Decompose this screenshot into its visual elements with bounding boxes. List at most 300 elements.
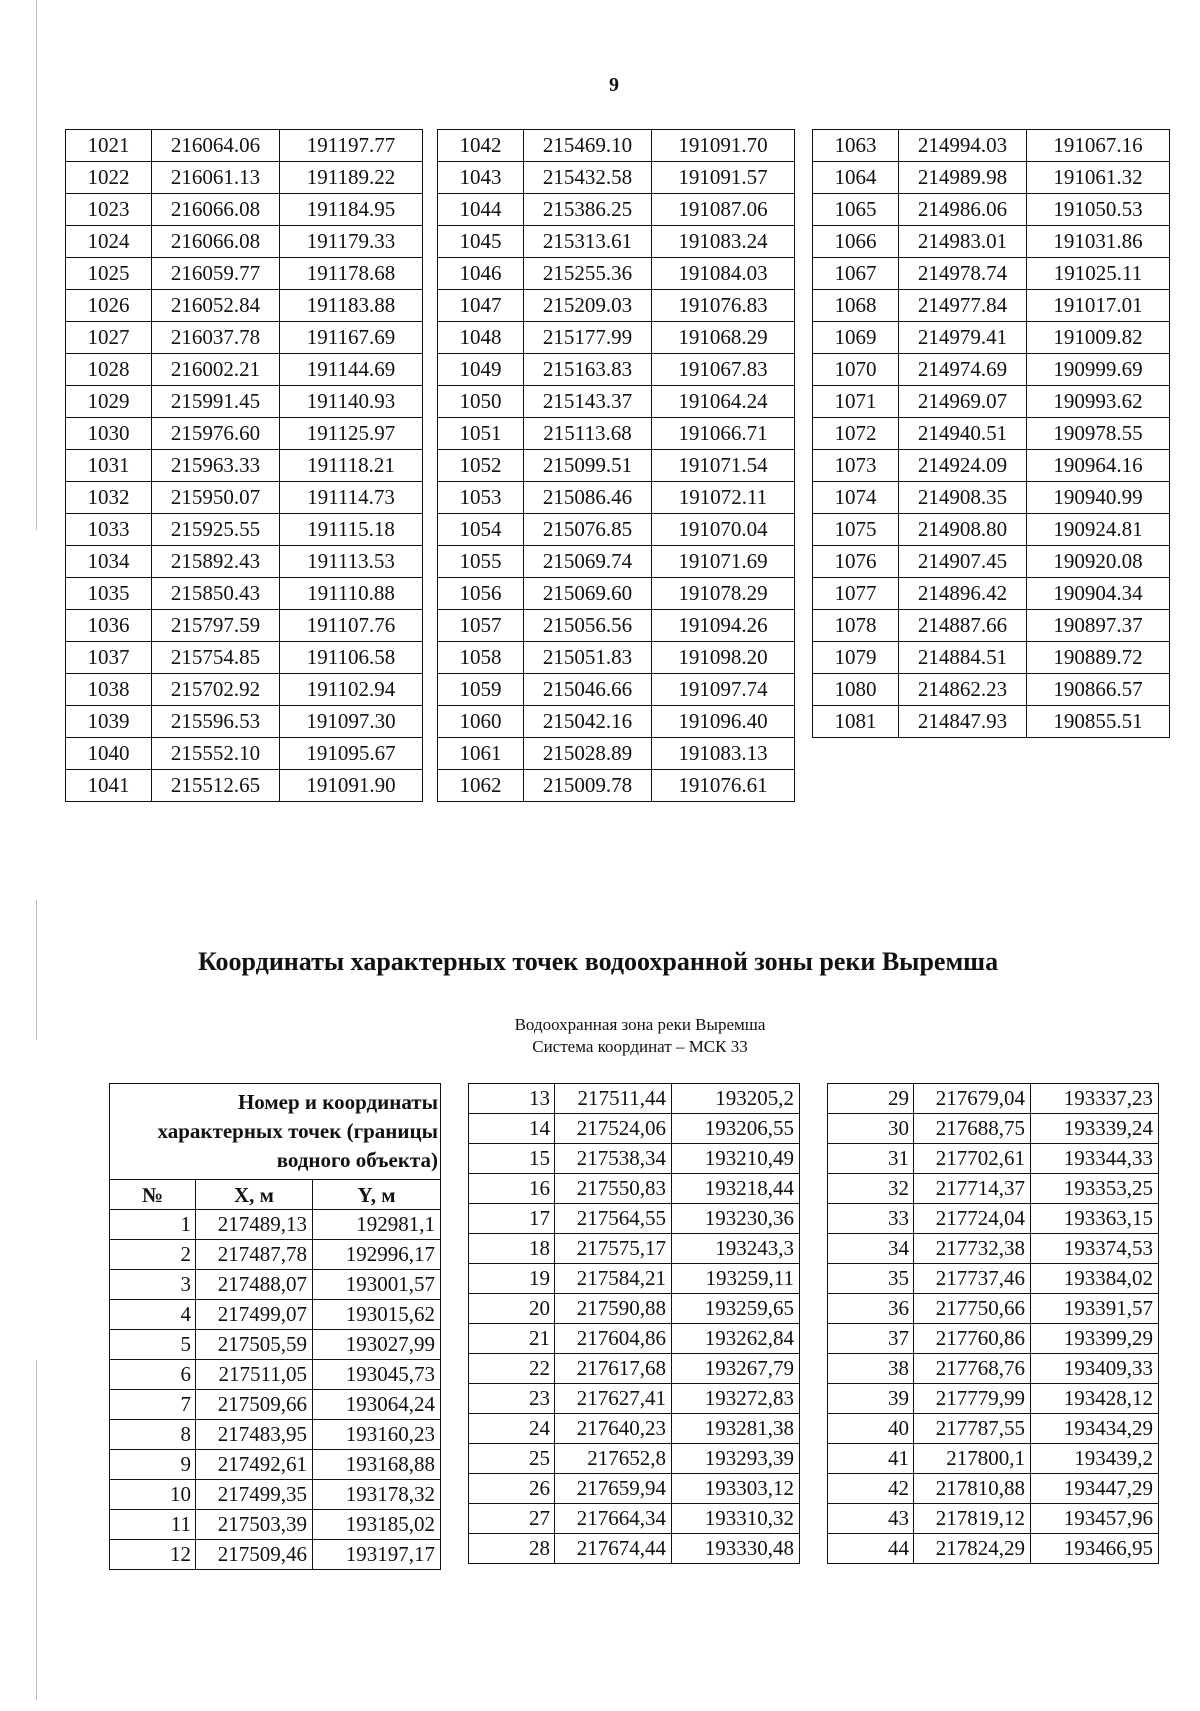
x-coordinate-cell: 215255.36 [524, 258, 652, 290]
table-row [813, 578, 1170, 610]
point-number-cell: 1064 [813, 162, 899, 194]
point-number-cell: 1022 [66, 162, 152, 194]
point-number-cell: 1029 [66, 386, 152, 418]
x-coordinate-cell: 216037.78 [152, 322, 280, 354]
table-row [828, 1534, 1159, 1564]
x-coordinate-cell: 215963.33 [152, 450, 280, 482]
y-coordinate-cell: 191087.06 [652, 194, 795, 226]
y-coordinate-cell: 193178,32 [313, 1480, 441, 1510]
table-row [469, 1474, 800, 1504]
point-number-cell: 1069 [813, 322, 899, 354]
table-row [828, 1444, 1159, 1474]
point-number-cell: 1052 [438, 450, 524, 482]
table-row [438, 546, 795, 578]
table-row [469, 1174, 800, 1204]
x-coordinate-cell: 217760,86 [914, 1324, 1031, 1354]
x-coordinate-cell: 216066.08 [152, 194, 280, 226]
point-number-cell: 1065 [813, 194, 899, 226]
y-coordinate-cell: 193197,17 [313, 1540, 441, 1570]
y-coordinate-cell: 193230,36 [672, 1204, 800, 1234]
x-coordinate-cell: 217524,06 [555, 1114, 672, 1144]
x-coordinate-cell: 215512.65 [152, 770, 280, 802]
subcaption [440, 1014, 840, 1058]
point-number-cell: 6 [110, 1360, 196, 1390]
x-coordinate-cell: 215042.16 [524, 706, 652, 738]
point-number-cell: 1025 [66, 258, 152, 290]
point-number-cell: 1072 [813, 418, 899, 450]
table-row [438, 578, 795, 610]
point-number-cell: 39 [828, 1384, 914, 1414]
x-coordinate-cell: 214969.07 [899, 386, 1027, 418]
table-row [66, 450, 423, 482]
table-row [66, 258, 423, 290]
subcaption-zone: Водоохранная зона реки Выремша [514, 1015, 766, 1034]
x-coordinate-cell: 215702.92 [152, 674, 280, 706]
x-coordinate-cell: 215143.37 [524, 386, 652, 418]
y-coordinate-cell: 191144.69 [280, 354, 423, 386]
table-row [438, 610, 795, 642]
y-coordinate-cell: 193330,48 [672, 1534, 800, 1564]
table-header-title: Номер и координаты характерных точек (границы водного объекта) [110, 1084, 441, 1180]
y-coordinate-cell: 190924.81 [1027, 514, 1170, 546]
x-coordinate-cell: 214977.84 [899, 290, 1027, 322]
y-coordinate-cell: 191076.83 [652, 290, 795, 322]
table-row [438, 674, 795, 706]
x-coordinate-cell: 215209.03 [524, 290, 652, 322]
y-coordinate-cell: 191118.21 [280, 450, 423, 482]
y-coordinate-cell: 193457,96 [1031, 1504, 1159, 1534]
point-number-cell: 13 [469, 1084, 555, 1114]
water-zone-coordinate-table [827, 1083, 1159, 1564]
point-number-cell: 1050 [438, 386, 524, 418]
table-row [828, 1234, 1159, 1264]
x-coordinate-cell: 214979.41 [899, 322, 1027, 354]
x-coordinate-cell: 215069.60 [524, 578, 652, 610]
point-number-cell: 37 [828, 1324, 914, 1354]
x-coordinate-cell: 214924.09 [899, 450, 1027, 482]
x-coordinate-cell: 215552.10 [152, 738, 280, 770]
table-row [813, 642, 1170, 674]
y-coordinate-cell: 193064,24 [313, 1390, 441, 1420]
table-row [66, 130, 423, 162]
table-row [813, 130, 1170, 162]
table-row [66, 322, 423, 354]
point-number-cell: 1060 [438, 706, 524, 738]
table-row [813, 482, 1170, 514]
point-number-cell: 1024 [66, 226, 152, 258]
table-row [828, 1114, 1159, 1144]
point-number-cell: 4 [110, 1300, 196, 1330]
x-coordinate-cell: 217659,94 [555, 1474, 672, 1504]
table-row [469, 1234, 800, 1264]
point-number-cell: 1075 [813, 514, 899, 546]
y-coordinate-cell: 193001,57 [313, 1270, 441, 1300]
y-coordinate-cell: 191097.30 [280, 706, 423, 738]
x-coordinate-cell: 214983.01 [899, 226, 1027, 258]
x-coordinate-cell: 217787,55 [914, 1414, 1031, 1444]
point-number-cell: 18 [469, 1234, 555, 1264]
table-row [469, 1144, 800, 1174]
y-coordinate-cell: 193310,32 [672, 1504, 800, 1534]
table-row [828, 1204, 1159, 1234]
y-coordinate-cell: 191179.33 [280, 226, 423, 258]
point-number-cell: 1057 [438, 610, 524, 642]
y-coordinate-cell: 193363,15 [1031, 1204, 1159, 1234]
y-coordinate-cell: 193374,53 [1031, 1234, 1159, 1264]
table-row [828, 1384, 1159, 1414]
table-row [828, 1354, 1159, 1384]
point-number-cell: 20 [469, 1294, 555, 1324]
point-number-cell: 31 [828, 1144, 914, 1174]
point-number-cell: 1080 [813, 674, 899, 706]
point-number-cell: 1027 [66, 322, 152, 354]
table-row [813, 610, 1170, 642]
x-coordinate-cell: 217768,76 [914, 1354, 1031, 1384]
point-number-cell: 7 [110, 1390, 196, 1420]
table-row [438, 162, 795, 194]
point-number-cell: 1034 [66, 546, 152, 578]
table-column-header-row [110, 1180, 441, 1210]
point-number-cell: 27 [469, 1504, 555, 1534]
x-coordinate-cell: 217674,44 [555, 1534, 672, 1564]
point-number-cell: 17 [469, 1204, 555, 1234]
point-number-cell: 1066 [813, 226, 899, 258]
x-coordinate-cell: 217652,8 [555, 1444, 672, 1474]
y-coordinate-cell: 191178.68 [280, 258, 423, 290]
y-coordinate-cell: 191096.40 [652, 706, 795, 738]
point-number-cell: 1051 [438, 418, 524, 450]
table-row [813, 546, 1170, 578]
y-coordinate-cell: 193337,23 [1031, 1084, 1159, 1114]
table-row [66, 418, 423, 450]
point-number-cell: 1063 [813, 130, 899, 162]
x-coordinate-cell: 215754.85 [152, 642, 280, 674]
y-coordinate-cell: 193267,79 [672, 1354, 800, 1384]
y-coordinate-cell: 191197.77 [280, 130, 423, 162]
y-coordinate-cell: 193206,55 [672, 1114, 800, 1144]
point-number-cell: 1039 [66, 706, 152, 738]
x-coordinate-cell: 214862.23 [899, 674, 1027, 706]
point-number-cell: 1058 [438, 642, 524, 674]
y-coordinate-cell: 191094.26 [652, 610, 795, 642]
column-header-x: X, м [196, 1180, 313, 1210]
x-coordinate-cell: 215925.55 [152, 514, 280, 546]
x-coordinate-cell: 215177.99 [524, 322, 652, 354]
y-coordinate-cell: 191125.97 [280, 418, 423, 450]
point-number-cell: 1038 [66, 674, 152, 706]
x-coordinate-cell: 217511,44 [555, 1084, 672, 1114]
section-title: Координаты характерных точек водоохранной зоны реки Выремша [198, 947, 999, 976]
y-coordinate-cell: 191091.57 [652, 162, 795, 194]
table-row [438, 514, 795, 546]
x-coordinate-cell: 214940.51 [899, 418, 1027, 450]
y-coordinate-cell: 191061.32 [1027, 162, 1170, 194]
point-number-cell: 30 [828, 1114, 914, 1144]
x-coordinate-cell: 214887.66 [899, 610, 1027, 642]
point-number-cell: 1023 [66, 194, 152, 226]
y-coordinate-cell: 191091.70 [652, 130, 795, 162]
y-coordinate-cell: 191066.71 [652, 418, 795, 450]
y-coordinate-cell: 190904.34 [1027, 578, 1170, 610]
table-row [469, 1294, 800, 1324]
table-row [66, 642, 423, 674]
x-coordinate-cell: 217640,23 [555, 1414, 672, 1444]
y-coordinate-cell: 192996,17 [313, 1240, 441, 1270]
subcaption-crs: Система координат – МСК 33 [532, 1037, 748, 1056]
x-coordinate-cell: 217750,66 [914, 1294, 1031, 1324]
x-coordinate-cell: 214908.35 [899, 482, 1027, 514]
y-coordinate-cell: 191102.94 [280, 674, 423, 706]
y-coordinate-cell: 193210,49 [672, 1144, 800, 1174]
x-coordinate-cell: 214989.98 [899, 162, 1027, 194]
table-row [813, 706, 1170, 738]
point-number-cell: 1047 [438, 290, 524, 322]
y-coordinate-cell: 191064.24 [652, 386, 795, 418]
y-coordinate-cell: 191050.53 [1027, 194, 1170, 226]
point-number-cell: 22 [469, 1354, 555, 1384]
y-coordinate-cell: 193262,84 [672, 1324, 800, 1354]
y-coordinate-cell: 191083.13 [652, 738, 795, 770]
table-row [828, 1324, 1159, 1354]
y-coordinate-cell: 193439,2 [1031, 1444, 1159, 1474]
point-number-cell: 16 [469, 1174, 555, 1204]
table-row [110, 1360, 441, 1390]
table-row [110, 1540, 441, 1570]
y-coordinate-cell: 191067.16 [1027, 130, 1170, 162]
point-number-cell: 44 [828, 1534, 914, 1564]
point-number-cell: 1068 [813, 290, 899, 322]
x-coordinate-cell: 215056.56 [524, 610, 652, 642]
coordinate-table [437, 129, 795, 802]
y-coordinate-cell: 190866.57 [1027, 674, 1170, 706]
x-coordinate-cell: 217779,99 [914, 1384, 1031, 1414]
x-coordinate-cell: 217679,04 [914, 1084, 1031, 1114]
table-row [110, 1210, 441, 1240]
x-coordinate-cell: 215386.25 [524, 194, 652, 226]
point-number-cell: 24 [469, 1414, 555, 1444]
x-coordinate-cell: 217575,17 [555, 1234, 672, 1264]
y-coordinate-cell: 191184.95 [280, 194, 423, 226]
x-coordinate-cell: 214884.51 [899, 642, 1027, 674]
x-coordinate-cell: 215991.45 [152, 386, 280, 418]
y-coordinate-cell: 193344,33 [1031, 1144, 1159, 1174]
y-coordinate-cell: 193409,33 [1031, 1354, 1159, 1384]
point-number-cell: 43 [828, 1504, 914, 1534]
y-coordinate-cell: 193259,11 [672, 1264, 800, 1294]
table-row [66, 674, 423, 706]
x-coordinate-cell: 217627,41 [555, 1384, 672, 1414]
x-coordinate-cell: 217483,95 [196, 1420, 313, 1450]
y-coordinate-cell: 193243,3 [672, 1234, 800, 1264]
table-row [66, 546, 423, 578]
y-coordinate-cell: 193434,29 [1031, 1414, 1159, 1444]
x-coordinate-cell: 217819,12 [914, 1504, 1031, 1534]
x-coordinate-cell: 215046.66 [524, 674, 652, 706]
x-coordinate-cell: 217550,83 [555, 1174, 672, 1204]
x-coordinate-cell: 215069.74 [524, 546, 652, 578]
y-coordinate-cell: 191114.73 [280, 482, 423, 514]
point-number-cell: 1077 [813, 578, 899, 610]
y-coordinate-cell: 190999.69 [1027, 354, 1170, 386]
table-row [66, 706, 423, 738]
point-number-cell: 1036 [66, 610, 152, 642]
table-row [438, 290, 795, 322]
y-coordinate-cell: 191076.61 [652, 770, 795, 802]
x-coordinate-cell: 215596.53 [152, 706, 280, 738]
table-row [110, 1480, 441, 1510]
point-number-cell: 2 [110, 1240, 196, 1270]
point-number-cell: 1046 [438, 258, 524, 290]
x-coordinate-cell: 215028.89 [524, 738, 652, 770]
y-coordinate-cell: 193353,25 [1031, 1174, 1159, 1204]
table-row [66, 578, 423, 610]
y-coordinate-cell: 190855.51 [1027, 706, 1170, 738]
table-row [110, 1390, 441, 1420]
table-row [110, 1510, 441, 1540]
point-number-cell: 1059 [438, 674, 524, 706]
table-row [828, 1084, 1159, 1114]
x-coordinate-cell: 215892.43 [152, 546, 280, 578]
table-row [438, 226, 795, 258]
x-coordinate-cell: 217590,88 [555, 1294, 672, 1324]
y-coordinate-cell: 193045,73 [313, 1360, 441, 1390]
scan-margin-line [36, 1360, 37, 1700]
x-coordinate-cell: 217564,55 [555, 1204, 672, 1234]
table-row [66, 162, 423, 194]
x-coordinate-cell: 217737,46 [914, 1264, 1031, 1294]
point-number-cell: 21 [469, 1324, 555, 1354]
x-coordinate-cell: 217487,78 [196, 1240, 313, 1270]
y-coordinate-cell: 193272,83 [672, 1384, 800, 1414]
y-coordinate-cell: 193185,02 [313, 1510, 441, 1540]
scan-margin-line [36, 0, 37, 530]
point-number-cell: 1035 [66, 578, 152, 610]
point-number-cell: 1071 [813, 386, 899, 418]
point-number-cell: 36 [828, 1294, 914, 1324]
point-number-cell: 1031 [66, 450, 152, 482]
table-row [110, 1240, 441, 1270]
table-row [66, 514, 423, 546]
point-number-cell: 40 [828, 1414, 914, 1444]
y-coordinate-cell: 193447,29 [1031, 1474, 1159, 1504]
table-row [469, 1204, 800, 1234]
table-row [813, 322, 1170, 354]
y-coordinate-cell: 192981,1 [313, 1210, 441, 1240]
table-row [828, 1264, 1159, 1294]
point-number-cell: 15 [469, 1144, 555, 1174]
table-row [438, 450, 795, 482]
scan-margin-line [36, 900, 37, 1040]
table-row [828, 1474, 1159, 1504]
table-row [813, 674, 1170, 706]
y-coordinate-cell: 191084.03 [652, 258, 795, 290]
x-coordinate-cell: 217511,05 [196, 1360, 313, 1390]
table-row [438, 322, 795, 354]
y-coordinate-cell: 191083.24 [652, 226, 795, 258]
y-coordinate-cell: 193466,95 [1031, 1534, 1159, 1564]
y-coordinate-cell: 190978.55 [1027, 418, 1170, 450]
point-number-cell: 1076 [813, 546, 899, 578]
table-row [469, 1264, 800, 1294]
x-coordinate-cell: 216064.06 [152, 130, 280, 162]
table-row [438, 482, 795, 514]
table-row [110, 1300, 441, 1330]
point-number-cell: 10 [110, 1480, 196, 1510]
x-coordinate-cell: 217810,88 [914, 1474, 1031, 1504]
table-row [469, 1324, 800, 1354]
y-coordinate-cell: 190897.37 [1027, 610, 1170, 642]
point-number-cell: 9 [110, 1450, 196, 1480]
point-number-cell: 1062 [438, 770, 524, 802]
y-coordinate-cell: 191113.53 [280, 546, 423, 578]
point-number-cell: 12 [110, 1540, 196, 1570]
x-coordinate-cell: 214908.80 [899, 514, 1027, 546]
point-number-cell: 32 [828, 1174, 914, 1204]
point-number-cell: 1021 [66, 130, 152, 162]
table-row [828, 1294, 1159, 1324]
point-number-cell: 38 [828, 1354, 914, 1384]
y-coordinate-cell: 193391,57 [1031, 1294, 1159, 1324]
y-coordinate-cell: 191071.69 [652, 546, 795, 578]
y-coordinate-cell: 191017.01 [1027, 290, 1170, 322]
point-number-cell: 1040 [66, 738, 152, 770]
x-coordinate-cell: 217688,75 [914, 1114, 1031, 1144]
point-number-cell: 1042 [438, 130, 524, 162]
column-header-number: № [110, 1180, 196, 1210]
x-coordinate-cell: 217714,37 [914, 1174, 1031, 1204]
x-coordinate-cell: 217492,61 [196, 1450, 313, 1480]
table-row [813, 354, 1170, 386]
y-coordinate-cell: 193384,02 [1031, 1264, 1159, 1294]
table-row [813, 386, 1170, 418]
point-number-cell: 1061 [438, 738, 524, 770]
y-coordinate-cell: 193027,99 [313, 1330, 441, 1360]
point-number-cell: 1033 [66, 514, 152, 546]
table-row [66, 354, 423, 386]
y-coordinate-cell: 191115.18 [280, 514, 423, 546]
x-coordinate-cell: 217702,61 [914, 1144, 1031, 1174]
x-coordinate-cell: 217503,39 [196, 1510, 313, 1540]
y-coordinate-cell: 193015,62 [313, 1300, 441, 1330]
point-number-cell: 19 [469, 1264, 555, 1294]
point-number-cell: 1079 [813, 642, 899, 674]
x-coordinate-cell: 217824,29 [914, 1534, 1031, 1564]
y-coordinate-cell: 193339,24 [1031, 1114, 1159, 1144]
table-row [110, 1330, 441, 1360]
point-number-cell: 1026 [66, 290, 152, 322]
y-coordinate-cell: 191189.22 [280, 162, 423, 194]
y-coordinate-cell: 191098.20 [652, 642, 795, 674]
y-coordinate-cell: 191070.04 [652, 514, 795, 546]
table-row [813, 418, 1170, 450]
x-coordinate-cell: 215076.85 [524, 514, 652, 546]
x-coordinate-cell: 217604,86 [555, 1324, 672, 1354]
point-number-cell: 25 [469, 1444, 555, 1474]
y-coordinate-cell: 193168,88 [313, 1450, 441, 1480]
point-number-cell: 3 [110, 1270, 196, 1300]
point-number-cell: 1073 [813, 450, 899, 482]
y-coordinate-cell: 191167.69 [280, 322, 423, 354]
table-row [66, 290, 423, 322]
point-number-cell: 33 [828, 1204, 914, 1234]
table-row [813, 258, 1170, 290]
table-row [438, 258, 795, 290]
y-coordinate-cell: 191107.76 [280, 610, 423, 642]
table-row [828, 1504, 1159, 1534]
point-number-cell: 29 [828, 1084, 914, 1114]
point-number-cell: 1053 [438, 482, 524, 514]
y-coordinate-cell: 191072.11 [652, 482, 795, 514]
